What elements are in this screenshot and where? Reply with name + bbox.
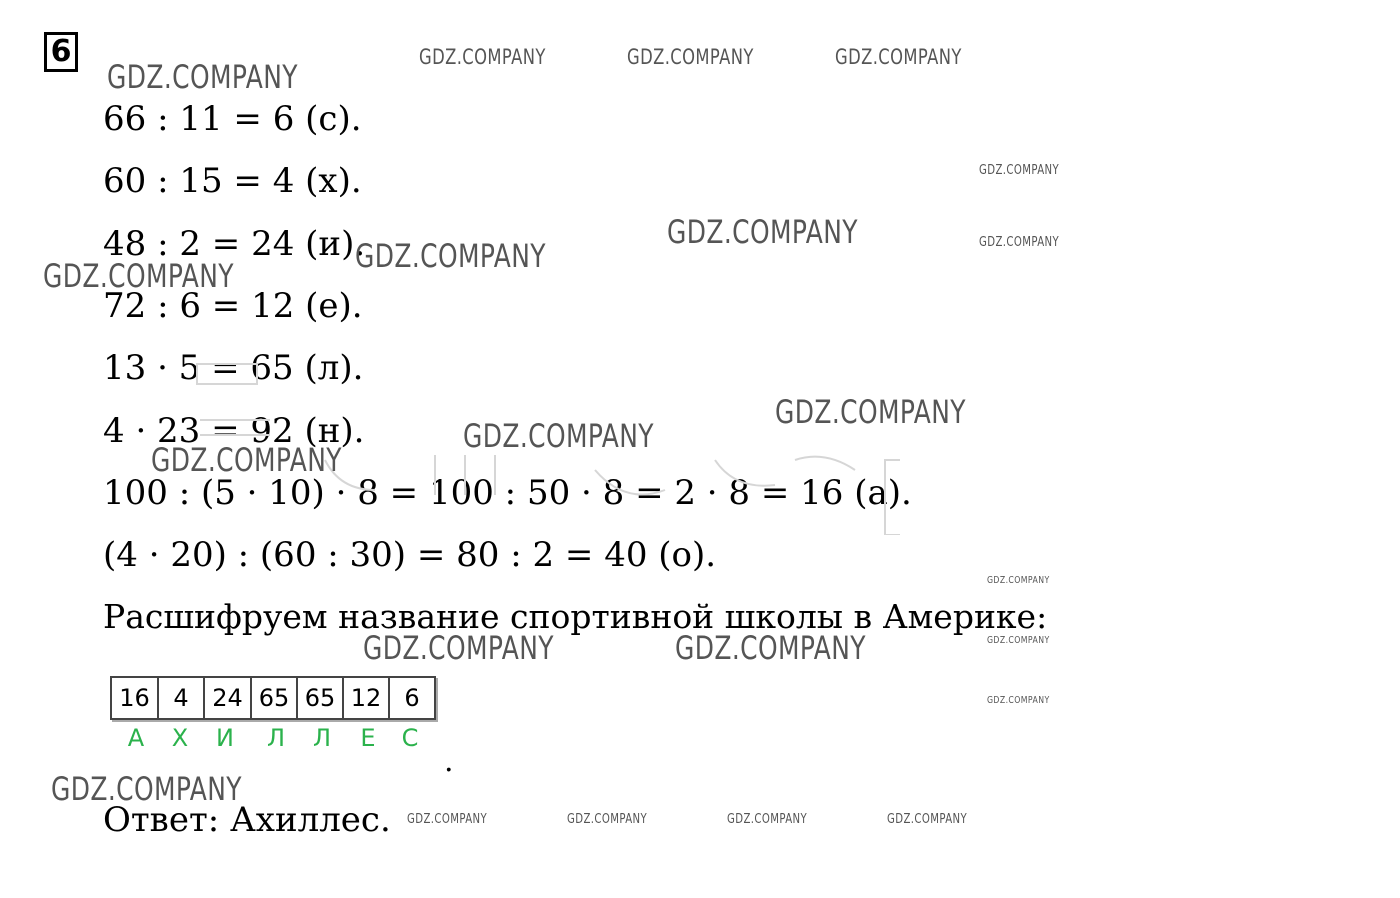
watermark: GDZ.COMPANY: [407, 812, 488, 827]
cipher-table: [110, 676, 436, 720]
cipher-letter: Л: [266, 724, 286, 752]
answer-line: Ответ: Ахиллес.: [103, 800, 391, 840]
cipher-letter: А: [127, 724, 145, 752]
watermark: GDZ.COMPANY: [727, 812, 808, 827]
watermark: GDZ.COMPANY: [107, 58, 298, 96]
watermark: GDZ.COMPANY: [979, 163, 1060, 178]
cipher-letter: И: [216, 724, 234, 752]
cipher-number-cell: 24: [205, 678, 252, 718]
watermark: GDZ.COMPANY: [979, 235, 1060, 250]
watermark: GDZ.COMPANY: [987, 635, 1050, 646]
watermark: GDZ.COMPANY: [675, 629, 866, 667]
equation-line: (4 · 20) : (60 : 30) = 80 : 2 = 40 (о).: [103, 535, 717, 575]
cipher-number-cell: 16: [112, 678, 159, 718]
watermark: GDZ.COMPANY: [51, 770, 242, 808]
decode-sentence: Расшифруем название спортивной школы в Америке:: [103, 597, 1048, 636]
cipher-number-cell: 65: [298, 678, 344, 718]
cipher-letter: Л: [312, 724, 332, 752]
cipher-number-cell: 65: [252, 678, 298, 718]
watermark: GDZ.COMPANY: [151, 441, 342, 479]
cipher-letter: С: [401, 724, 419, 752]
cipher-number-cell: 4: [159, 678, 205, 718]
cipher-number-cell: 6: [404, 684, 420, 712]
equation-line: 4 · 23 = 92 (н).: [103, 411, 365, 451]
watermark: GDZ.COMPANY: [775, 393, 966, 431]
watermark: GDZ.COMPANY: [627, 45, 754, 69]
equation-line: 66 : 11 = 6 (с).: [103, 99, 362, 139]
cipher-number-cell: 12: [344, 678, 390, 718]
watermark: GDZ.COMPANY: [567, 812, 648, 827]
watermark: GDZ.COMPANY: [363, 629, 554, 667]
equation-line: 100 : (5 · 10) · 8 = 100 : 50 · 8 = 2 · 8 = 16 (а).: [103, 473, 912, 513]
cipher-letter: Е: [360, 724, 376, 752]
watermark: GDZ.COMPANY: [887, 812, 968, 827]
equation-line: 13 · 5 = 65 (л).: [103, 348, 364, 388]
watermark: GDZ.COMPANY: [419, 45, 546, 69]
equation-line: 60 : 15 = 4 (х).: [103, 161, 362, 201]
watermark: GDZ.COMPANY: [987, 575, 1050, 586]
equation-line: 48 : 2 = 24 (и).: [103, 224, 366, 264]
cipher-period: .: [444, 744, 454, 779]
watermark: GDZ.COMPANY: [835, 45, 962, 69]
watermark: GDZ.COMPANY: [667, 213, 858, 251]
watermark: GDZ.COMPANY: [355, 237, 546, 275]
cipher-letter: Х: [171, 724, 189, 752]
watermark: GDZ.COMPANY: [43, 257, 234, 295]
equation-line: 72 : 6 = 12 (е).: [103, 286, 363, 326]
task-number-badge: 6: [44, 32, 78, 72]
watermark: GDZ.COMPANY: [463, 417, 654, 455]
watermark: GDZ.COMPANY: [987, 695, 1050, 706]
